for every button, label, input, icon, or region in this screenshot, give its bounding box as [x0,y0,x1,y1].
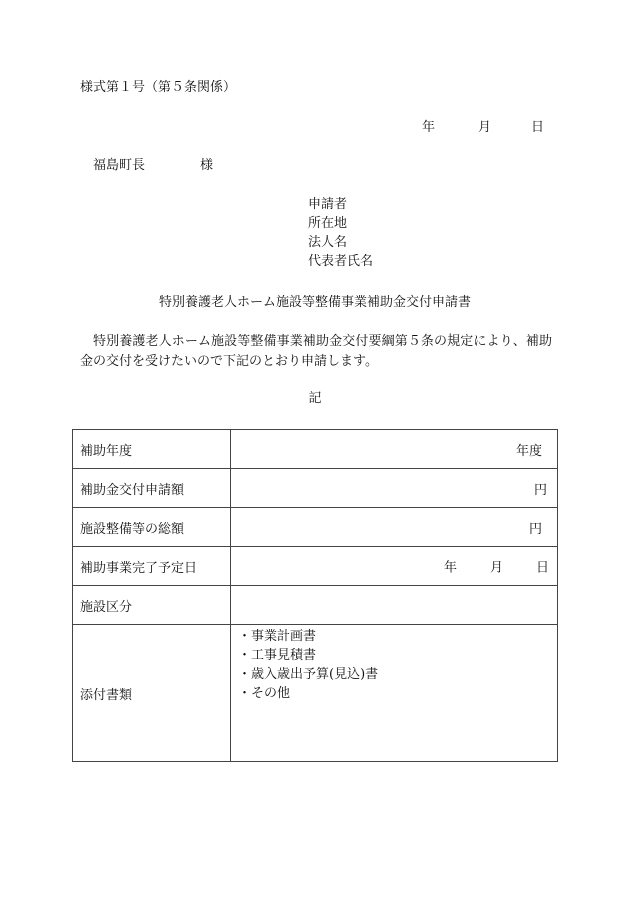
form-number: 様式第１号（第５条関係） [80,80,237,95]
document-title: 特別養護老人ホーム施設等整備事業補助金交付申請書 [158,295,471,310]
table-row-attachments [73,625,558,762]
list-item: ・事業計画書 [238,629,317,644]
applicant-address-label: 所在地 [308,216,348,231]
attachments-list [231,627,557,703]
completion-month-label: 月 [490,560,504,576]
completion-year-label: 年 [444,560,458,576]
applicant-corporation-label: 法人名 [308,235,348,250]
attachments-label: 添付書類 [73,625,231,762]
date-year-label: 年 [422,120,436,135]
table-row-facility-category [73,586,558,625]
attachments-value [231,625,558,762]
body-paragraph: 特別養護老人ホーム施設等整備事業補助金交付要綱第５条の規定により、補助金の交付を受けたいので下記のとおり申請します。 [80,334,552,369]
facility-category-label: 施設区分 [73,586,231,625]
application-table [72,429,558,762]
ki-heading: 記 [308,391,322,406]
fiscal-year-label: 補助年度 [73,430,231,469]
grant-amount-label: 補助金交付申請額 [73,469,231,508]
completion-date-label: 補助事業完了予定日 [73,547,231,586]
grant-amount-unit: 円 [231,469,558,508]
addressee-name: 福島町長 [93,158,146,173]
table-row-facility-total [73,508,558,547]
list-item: ・工事見積書 [238,648,317,663]
date-day-label: 日 [531,120,545,135]
table-row-grant-amount [73,469,558,508]
date-month-label: 月 [478,120,492,135]
date-line [420,120,550,136]
applicant-representative-label: 代表者氏名 [308,254,374,269]
facility-category-value [231,586,558,625]
addressee-honorific: 様 [200,158,214,173]
facility-total-label: 施設整備等の総額 [73,508,231,547]
completion-date-value [231,547,558,586]
applicant-heading: 申請者 [308,197,348,212]
fiscal-year-unit: 年度 [231,430,558,469]
table-row-fiscal-year [73,430,558,469]
list-item: ・その他 [238,686,291,701]
table-row-completion-date [73,547,558,586]
completion-day-label: 日 [536,560,550,576]
list-item: ・歳入歳出予算(見込)書 [238,667,379,682]
facility-total-unit: 円 [231,508,558,547]
